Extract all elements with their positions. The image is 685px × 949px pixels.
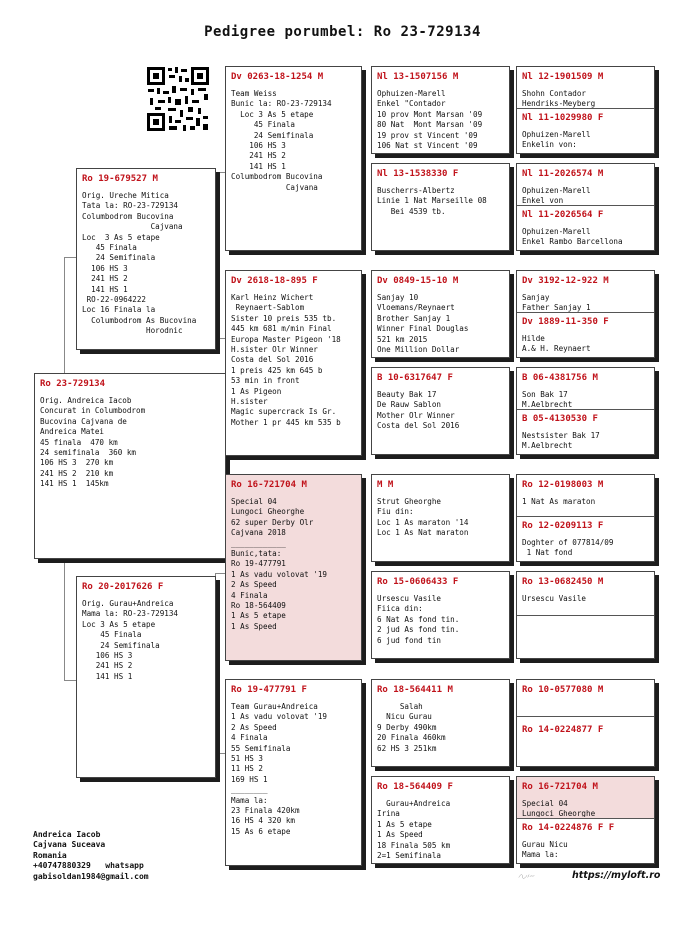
info-line: Buscherrs-Albertz bbox=[377, 186, 455, 195]
connector-line bbox=[215, 338, 225, 339]
info-line: 241 HS 2 210 km bbox=[40, 468, 114, 478]
info-line: Columbodrom As Bucovina bbox=[82, 315, 197, 325]
info-line: 1 As Speed bbox=[231, 621, 277, 631]
ring-number: Ro 19-477791 F bbox=[231, 685, 307, 695]
connector-line bbox=[215, 753, 225, 754]
connector-line bbox=[215, 172, 225, 173]
info-line: Mama la: RO-23-729134 bbox=[82, 609, 179, 619]
pedigree-box-gen4 bbox=[371, 66, 510, 154]
ring-number: Ro 16-721704 M bbox=[231, 480, 307, 490]
info-line: 16 HS 4 320 km bbox=[231, 816, 296, 826]
info-line: 4 Finala bbox=[231, 733, 268, 743]
info-line: Enkel Rambo Barcellona bbox=[522, 237, 623, 247]
info-line: 106 HS 3 bbox=[231, 141, 286, 151]
info-line: 106 Nat st Vincent '09 bbox=[377, 141, 478, 151]
info-line: Shohn Contador bbox=[522, 89, 587, 98]
info-line: Salah bbox=[377, 702, 423, 711]
info-line: 23 Finala 420km bbox=[231, 806, 300, 816]
connector-line bbox=[215, 573, 225, 574]
info-line: 445 km 681 m/min Final bbox=[231, 324, 332, 334]
info-line: 10 prov Mont Marsan '09 bbox=[377, 109, 483, 119]
info-line: Ophuizen-Marell bbox=[522, 227, 591, 236]
info-line: 1 As 5 etape bbox=[231, 611, 286, 621]
info-line: Mama la: bbox=[231, 795, 268, 805]
ring-number: Nl 13-1538330 F bbox=[377, 169, 459, 179]
connector-line bbox=[64, 560, 65, 680]
info-line: 1 As vadu volovat '19 bbox=[231, 569, 328, 579]
info-line: Doghter of 077814/09 bbox=[522, 538, 614, 547]
info-line: Columbodrom Bucovina bbox=[82, 211, 174, 221]
info-line: Hendriks-Meyberg bbox=[522, 99, 596, 109]
info-line: M.Aelbrecht bbox=[522, 441, 573, 451]
info-line: Special 04 bbox=[522, 799, 568, 808]
info-line: 241 HS 2 bbox=[82, 661, 133, 671]
info-line: Nestsister Bak 17 bbox=[522, 431, 600, 440]
info-line: Cajvana bbox=[82, 222, 183, 232]
info-line: A.& H. Reynaert bbox=[522, 344, 591, 354]
connector-line bbox=[64, 680, 76, 681]
info-line: Linie 1 Nat Marseille 08 bbox=[377, 196, 487, 206]
ring-number: Dv 2618-18-895 F bbox=[231, 276, 318, 286]
info-line: 1 As vadu volovat '19 bbox=[231, 712, 328, 722]
info-line: 106 HS 3 270 km bbox=[40, 458, 114, 468]
info-line: 2=1 Semifinala bbox=[377, 851, 442, 861]
info-line: 24 Semifinala bbox=[82, 640, 160, 650]
info-line bbox=[522, 151, 649, 152]
info-line: 2 As Speed bbox=[231, 722, 277, 732]
info-line: 62 super Derby Olr bbox=[231, 517, 314, 527]
info-line: Hilde bbox=[522, 334, 545, 343]
ring-number: Ro 18-564411 M bbox=[377, 685, 453, 695]
pedigree-box-gen5-pair bbox=[516, 66, 655, 154]
ring-number: B 05-4130530 F bbox=[522, 414, 598, 424]
info-line: Mama la: bbox=[522, 850, 559, 860]
info-line: Europa Master Pigeon '18 bbox=[231, 334, 341, 344]
info-line: 106 HS 3 bbox=[82, 651, 133, 661]
info-line: Team Weiss bbox=[231, 89, 277, 98]
info-line: Beauty Bak 17 bbox=[377, 390, 437, 399]
info-line: Ro 18-564409 bbox=[231, 601, 286, 611]
info-line: 45 Finala bbox=[82, 630, 142, 640]
info-line: 24 Semifinala bbox=[82, 253, 156, 263]
pedigree-box-sire bbox=[76, 168, 216, 350]
info-line: Enkelin von: bbox=[522, 140, 577, 150]
info-line: 1 As Speed bbox=[377, 830, 423, 840]
pedigree-box-gen4 bbox=[371, 679, 510, 767]
info-line: Fiu din: bbox=[377, 507, 414, 517]
info-line: 45 Finala bbox=[82, 243, 137, 253]
ring-number: M M bbox=[377, 480, 394, 490]
info-line: Cajvana bbox=[231, 182, 318, 192]
info-line: Cajvana 2018 bbox=[231, 528, 286, 538]
info-line: ________ bbox=[231, 785, 268, 795]
pedigree-box-gen5-pair bbox=[516, 571, 655, 659]
info-line: 11 HS 2 bbox=[231, 764, 264, 774]
info-line: Bunic,tata: bbox=[231, 549, 282, 559]
info-line: 6 jud fond tin bbox=[377, 635, 442, 645]
signature-mark bbox=[518, 866, 570, 886]
info-line: Bucovina Cajvana de bbox=[40, 416, 127, 426]
info-line: Fiica din: bbox=[377, 604, 423, 614]
box-divider bbox=[517, 516, 654, 517]
ring-number: Ro 19-679527 M bbox=[82, 174, 158, 184]
ring-number: Nl 11-2026564 F bbox=[522, 210, 604, 220]
info-line: 1 preis 425 km 645 b bbox=[231, 365, 323, 375]
info-line: Special 04 bbox=[231, 497, 277, 506]
info-line: Columbodrom Bucovina bbox=[231, 172, 323, 182]
info-line: Loc 1 As Nat maraton bbox=[377, 528, 469, 538]
info-line: 15 As 6 etape bbox=[231, 826, 291, 836]
info-line: Sanjay bbox=[522, 293, 550, 302]
ring-number: Nl 11-2026574 M bbox=[522, 169, 604, 179]
info-line: Bunic la: RO-23-729134 bbox=[231, 99, 332, 109]
ring-number: Ro 20-2017626 F bbox=[82, 582, 164, 592]
info-line: 51 HS 3 bbox=[231, 754, 264, 764]
info-line: Strut Gheorghe bbox=[377, 497, 442, 506]
ring-number: Ro 10-0577080 M bbox=[522, 685, 604, 695]
info-line: Ophuizen-Marell bbox=[522, 130, 591, 139]
ring-number: Ro 16-721704 M bbox=[522, 782, 598, 792]
info-line: Andreica Matei bbox=[40, 427, 105, 437]
info-line bbox=[522, 861, 649, 862]
pedigree-box-gen4 bbox=[371, 474, 510, 562]
info-line: Costa del Sol 2016 bbox=[231, 355, 314, 365]
info-line: Loc 3 As 5 etape bbox=[231, 109, 314, 119]
connector-line bbox=[64, 257, 76, 258]
info-line: Ophuizen-Marell bbox=[377, 89, 446, 98]
info-line: 24 semifinala 360 km bbox=[40, 448, 137, 458]
info-line: Team Gurau+Andreica bbox=[231, 702, 318, 711]
info-line: 141 HS 1 bbox=[82, 671, 133, 681]
info-line: Orig. Ureche Mitica bbox=[82, 191, 169, 200]
ring-number: Dv 0263-18-1254 M bbox=[231, 72, 324, 82]
info-line: H.sister Olr Winner bbox=[231, 345, 318, 355]
info-line: 521 km 2015 bbox=[377, 334, 428, 344]
info-line: Gurau+Andreica bbox=[377, 799, 451, 808]
info-line: Karl Heinz Wichert bbox=[231, 293, 314, 302]
info-line: 80 Nat Mont Marsan '09 bbox=[377, 120, 483, 130]
info-line: Bei 4539 tb. bbox=[377, 206, 446, 216]
ring-number: Ro 12-0209113 F bbox=[522, 521, 604, 531]
info-line: Loc 3 As 5 etape bbox=[82, 619, 156, 629]
info-line: Vloemans/Reynaert bbox=[377, 303, 455, 313]
info-line: Ursescu Vasile bbox=[522, 594, 587, 603]
ring-number: Dv 0849-15-10 M bbox=[377, 276, 459, 286]
info-line: Lungoci Gheorghe bbox=[231, 507, 305, 517]
info-line: ____________ bbox=[231, 538, 286, 548]
info-line: 1 As Pigeon bbox=[231, 386, 282, 396]
contact-block bbox=[33, 830, 149, 882]
info-line: 241 HS 2 bbox=[82, 274, 128, 284]
box-divider bbox=[517, 205, 654, 206]
info-line: Sanjay 10 bbox=[377, 293, 419, 302]
info-line: 45 finala 470 km bbox=[40, 437, 118, 447]
info-line: Mother Olr Winner bbox=[377, 410, 455, 420]
ring-number: Ro 23-729134 bbox=[40, 379, 106, 389]
info-line: 1 Nat As maraton bbox=[522, 497, 596, 506]
info-line: Brother Sanjay 1 bbox=[377, 313, 451, 323]
info-line: Mother 1 pr 445 km 535 b bbox=[231, 417, 341, 427]
info-line: Winner Final Douglas bbox=[377, 324, 469, 334]
info-line: Reynaert-Sablom bbox=[231, 303, 305, 313]
pedigree-box-gen4 bbox=[371, 367, 510, 455]
info-line: Orig. Gurau+Andreica bbox=[82, 599, 174, 608]
website-link[interactable]: https://myloft.ro bbox=[572, 870, 661, 881]
info-line: Concurat in Columbodrom bbox=[40, 406, 146, 416]
box-divider bbox=[517, 818, 654, 819]
info-line: 6 Nat As fond tin. bbox=[377, 614, 460, 624]
info-line: Costa del Sol 2016 bbox=[377, 421, 460, 431]
pedigree-box-gen5-pair bbox=[516, 474, 655, 562]
info-line: 20 Finala 460km bbox=[377, 733, 446, 743]
info-line: 2 As Speed bbox=[231, 580, 277, 590]
info-line: Enkel von bbox=[522, 196, 564, 204]
info-line: Nicu Gurau bbox=[377, 712, 432, 722]
pedigree-box-maternal-granddam bbox=[225, 679, 362, 866]
pedigree-box-paternal-grandsire bbox=[225, 66, 362, 251]
info-line: 53 min in front bbox=[231, 376, 300, 386]
pedigree-box-dam bbox=[76, 576, 216, 778]
info-line: 141 HS 1 bbox=[82, 284, 128, 294]
ring-number: Ro 14-0224876 F F bbox=[522, 823, 615, 833]
info-line: Magic supercrack Is Gr. bbox=[231, 407, 337, 417]
info-line: 1 Nat fond bbox=[522, 548, 573, 558]
ring-number: Nl 13-1507156 M bbox=[377, 72, 459, 82]
info-line: 141 HS 1 145km bbox=[40, 479, 109, 489]
ring-number: B 10-6317647 F bbox=[377, 373, 453, 383]
box-divider bbox=[517, 312, 654, 313]
info-line: 55 Semifinala bbox=[231, 743, 291, 753]
pedigree-box-gen5-pair bbox=[516, 679, 655, 767]
info-line: 241 HS 2 bbox=[231, 151, 286, 161]
box-divider bbox=[517, 409, 654, 410]
pedigree-box-gen4 bbox=[371, 571, 510, 659]
info-line: 18 Finala 505 km bbox=[377, 840, 451, 850]
info-line: Loc 3 As 5 etape bbox=[82, 232, 160, 242]
info-line: 2 jud As fond tin. bbox=[377, 625, 460, 635]
info-line: One Million Dollar bbox=[377, 345, 460, 355]
pedigree-box-gen4 bbox=[371, 163, 510, 251]
pedigree-box-gen5-pair bbox=[516, 163, 655, 251]
box-divider bbox=[517, 615, 654, 616]
page-title: Pedigree porumbel: Ro 23-729134 bbox=[204, 24, 481, 40]
info-line: 24 Semifinala bbox=[231, 130, 314, 140]
ring-number: Ro 13-0682450 M bbox=[522, 577, 604, 587]
box-divider bbox=[517, 108, 654, 109]
pedigree-box-maternal-grandsire bbox=[225, 474, 362, 661]
info-line: Loc 16 Finala la bbox=[82, 305, 156, 315]
info-line: 9 Derby 490km bbox=[377, 722, 437, 732]
ring-number: Ro 18-564409 F bbox=[377, 782, 453, 792]
ring-number: Ro 12-0198003 M bbox=[522, 480, 604, 490]
info-line: Irina bbox=[377, 809, 400, 819]
ring-number: Ro 14-0224877 F bbox=[522, 725, 604, 735]
ring-number: Ro 15-0606433 F bbox=[377, 577, 459, 587]
info-line: 4 Finala bbox=[231, 590, 268, 600]
pedigree-box-gen4 bbox=[371, 776, 510, 864]
info-line: 1 As 5 etape bbox=[377, 819, 432, 829]
info-line: 62 HS 3 251km bbox=[377, 743, 437, 753]
qr-code bbox=[146, 66, 210, 132]
ring-number: Dv 3192-12-922 M bbox=[522, 276, 609, 286]
breeder-country: Romania bbox=[33, 850, 67, 860]
info-line: M.Aelbrecht bbox=[522, 400, 573, 410]
pedigree-box-paternal-granddam bbox=[225, 270, 362, 456]
info-line: Horodnic bbox=[82, 326, 183, 336]
pedigree-box-gen5-pair bbox=[516, 367, 655, 455]
info-line: Ophuizen-Marell bbox=[522, 186, 591, 195]
pedigree-box-gen4 bbox=[371, 270, 510, 358]
info-line: H.sister bbox=[231, 397, 268, 407]
info-line: 106 HS 3 bbox=[82, 263, 128, 273]
breeder-name: Andreica Iacob bbox=[33, 830, 101, 839]
ring-number: Nl 12-1901509 M bbox=[522, 72, 604, 82]
ring-number: Dv 1889-11-350 F bbox=[522, 317, 609, 327]
info-line: Gurau Nicu bbox=[522, 840, 568, 849]
info-line: De Rauw Sablon bbox=[377, 400, 442, 410]
info-line: Loc 1 As maraton '14 bbox=[377, 517, 469, 527]
info-line: 169 HS 1 bbox=[231, 774, 268, 784]
info-line: RO-22-0964222 bbox=[82, 295, 147, 305]
info-line: Sister 10 preis 535 tb. bbox=[231, 313, 337, 323]
info-line: Orig. Andreica Iacob bbox=[40, 396, 132, 405]
breeder-email: gabisoldan1984@gmail.com bbox=[33, 871, 149, 881]
info-line: 45 Finala bbox=[231, 120, 296, 130]
ring-number: Nl 11-1029980 F bbox=[522, 113, 604, 123]
pedigree-box-subject bbox=[34, 373, 226, 559]
info-line: Tata la: RO-23-729134 bbox=[82, 201, 179, 211]
info-line: 141 HS 1 bbox=[231, 161, 286, 171]
info-line: Ursescu Vasile bbox=[377, 594, 442, 603]
ring-number: B 06-4381756 M bbox=[522, 373, 598, 383]
info-line: Enkel "Contador bbox=[377, 99, 446, 109]
breeder-phone: +40747880329 whatsapp bbox=[33, 861, 144, 871]
box-divider bbox=[517, 716, 654, 717]
info-line: Ro 19-477791 bbox=[231, 559, 286, 569]
info-line: Son Bak 17 bbox=[522, 390, 568, 399]
pedigree-box-gen5-pair bbox=[516, 270, 655, 358]
info-line: Father Sanjay 1 bbox=[522, 303, 591, 313]
info-line: 19 prov st Vincent '09 bbox=[377, 130, 478, 140]
breeder-location: Cajvana Suceava bbox=[33, 840, 106, 850]
connector-line bbox=[64, 257, 65, 377]
info-line: Lungoci Gheorghe bbox=[522, 809, 596, 817]
pedigree-box-gen5-pair bbox=[516, 776, 655, 864]
